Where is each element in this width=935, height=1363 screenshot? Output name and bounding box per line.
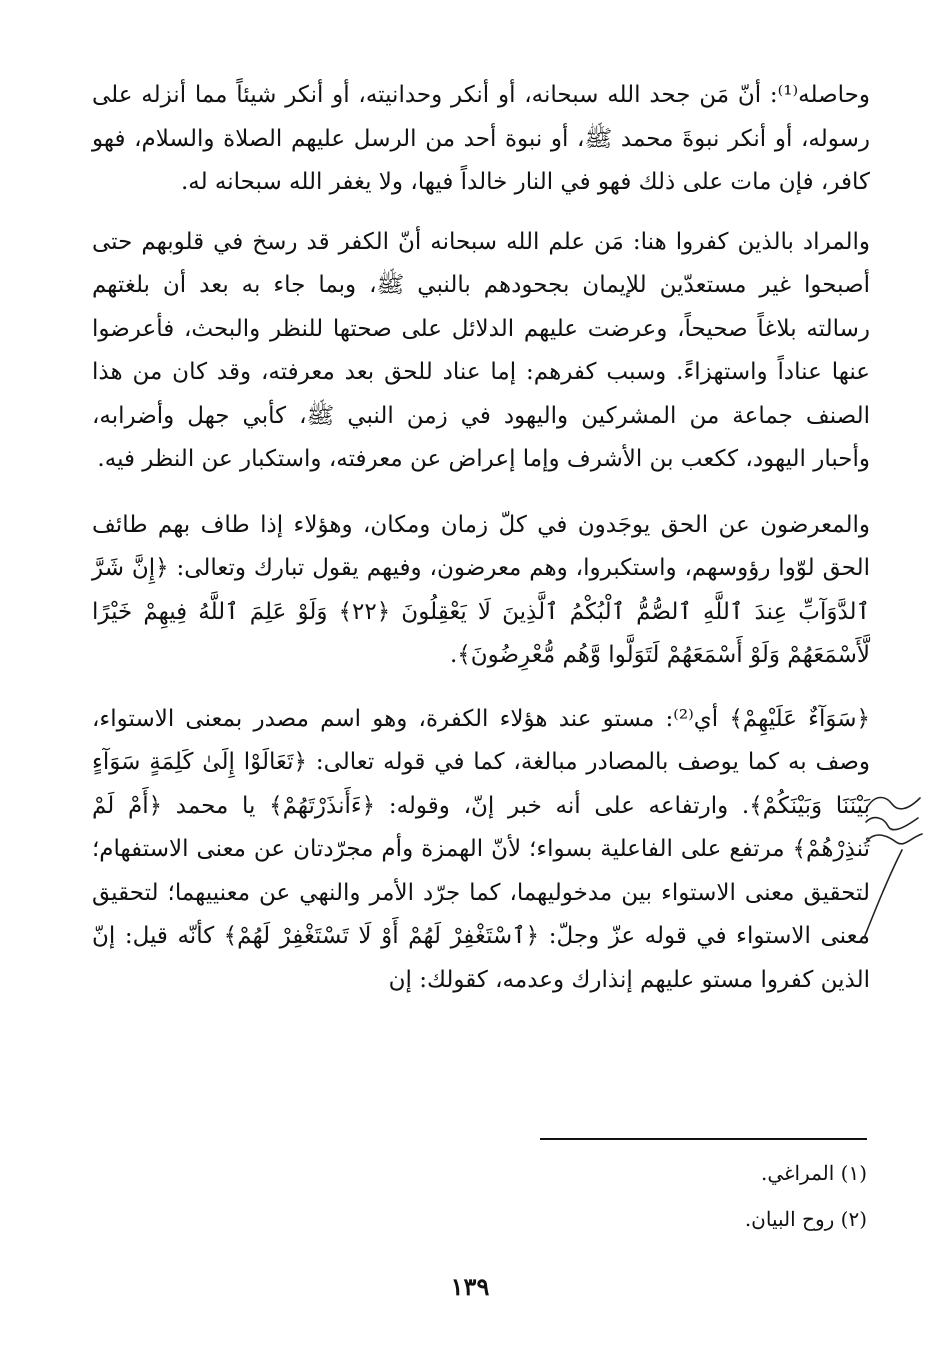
page-number: ١٣٩ (450, 1272, 490, 1301)
paragraph-meaning-of-disbelievers: والمراد بالذين كفروا هنا: مَن علم الله سبحانه أنّ الكفر قد رسخ في قلوبهم حتى أصبحوا غير مستعدّين للإيمان بجحودهم بالنبي ﷺ، وبما جاء به بعد أن بلغتهم رسالته بلاغاً صحيحاً، وعرضت عليهم الدلائل على صحتها للنظر والبحث، فأعرضوا عنها عناداً واستهزاءً. وسبب كفرهم: إما عناد للحق بعد معرفته، وقد كان من هذا الصنف جماعة من المشركين واليهود في زمن النبي ﷺ، كأبي جهل وأضرابه، وأحبار اليهود، ككعب بن الأشرف وإما إعراض عن معرفته، واستكبار عن النظر فيه. (92, 228, 870, 472)
paragraph-summary: وحاصله⁽¹⁾: أنّ مَن جحد الله سبحانه، أو أنكر وحدانيته، أو أنكر شيئاً مما أنزله على رسوله، أو أنكر نبوةَ محمد ﷺ، أو نبوة أحد من الرسل عليهم الصلاة والسلام، فهو كافر، فإن مات على ذلك فهو في النار خالداً فيها، ولا يغفر الله سبحانه له. (92, 82, 870, 195)
main-text (92, 74, 870, 1002)
footnotes (560, 1150, 867, 1242)
paragraph-those-who-turn-away: والمعرضون عن الحق يوجَدون في كلّ زمان ومكان، وهؤلاء إذا طاف بهم طائف الحق لوّوا رؤوسهم، واستكبروا، وهم معرضون، وفيهم يقول تبارك وتعالى: ﴿إِنَّ شَرَّ ٱلدَّوَآبِّ عِندَ ٱللَّهِ ٱلصُّمُّ ٱلْبُكْمُ ٱلَّذِينَ لَا يَعْقِلُونَ ﴿٢٢﴾ وَلَوْ عَلِمَ ٱللَّهُ فِيهِمْ خَيْرًا لَّأَسْمَعَهُمْ وَلَوْ أَسْمَعَهُمْ لَتَوَلَّوا وَّهُم مُّعْرِضُونَ﴾. (92, 511, 870, 668)
footnote-divider (540, 1138, 867, 1140)
footnote-1: (١) المراغي. (760, 1161, 867, 1185)
paragraph-sawaun-explanation: ﴿سَوَآءٌ عَلَيْهِمْ﴾ أي⁽²⁾: مستو عند هؤلاء الكفرة، وهو اسم مصدر بمعنى الاستواء، وصف به كما يوصف بالمصادر مبالغة، كما في قوله تعالى: ﴿تَعَالَوْا إِلَىٰ كَلِمَةٍ سَوَآءٍ بَيْنَنَا وَبَيْنَكُمْ﴾. وارتفاعه على أنه خبر إنّ، وقوله: ﴿ءَأَنذَرْتَهُمْ﴾ يا محمد ﴿أَمْ لَمْ تُنذِرْهُمْ﴾ مرتفع على الفاعلية بسواء؛ لأنّ الهمزة وأم مجرّدتان عن معنى الاستفهام؛ لتحقيق معنى الاستواء بين مدخوليهما، كما جرّد الأمر والنهي عن معنييهما؛ لتحقيق معنى الاستواء في قوله عزّ وجلّ: ﴿ٱسْتَغْفِرْ لَهُمْ أَوْ لَا تَسْتَغْفِرْ لَهُمْ﴾ كأنّه قيل: إنّ الذين كفروا مستو عليهم إنذارك وعدمه، كقولك: إن (92, 705, 870, 993)
footnote-2: (٢) روح البيان. (744, 1207, 867, 1231)
handwritten-margin-note (858, 788, 932, 948)
